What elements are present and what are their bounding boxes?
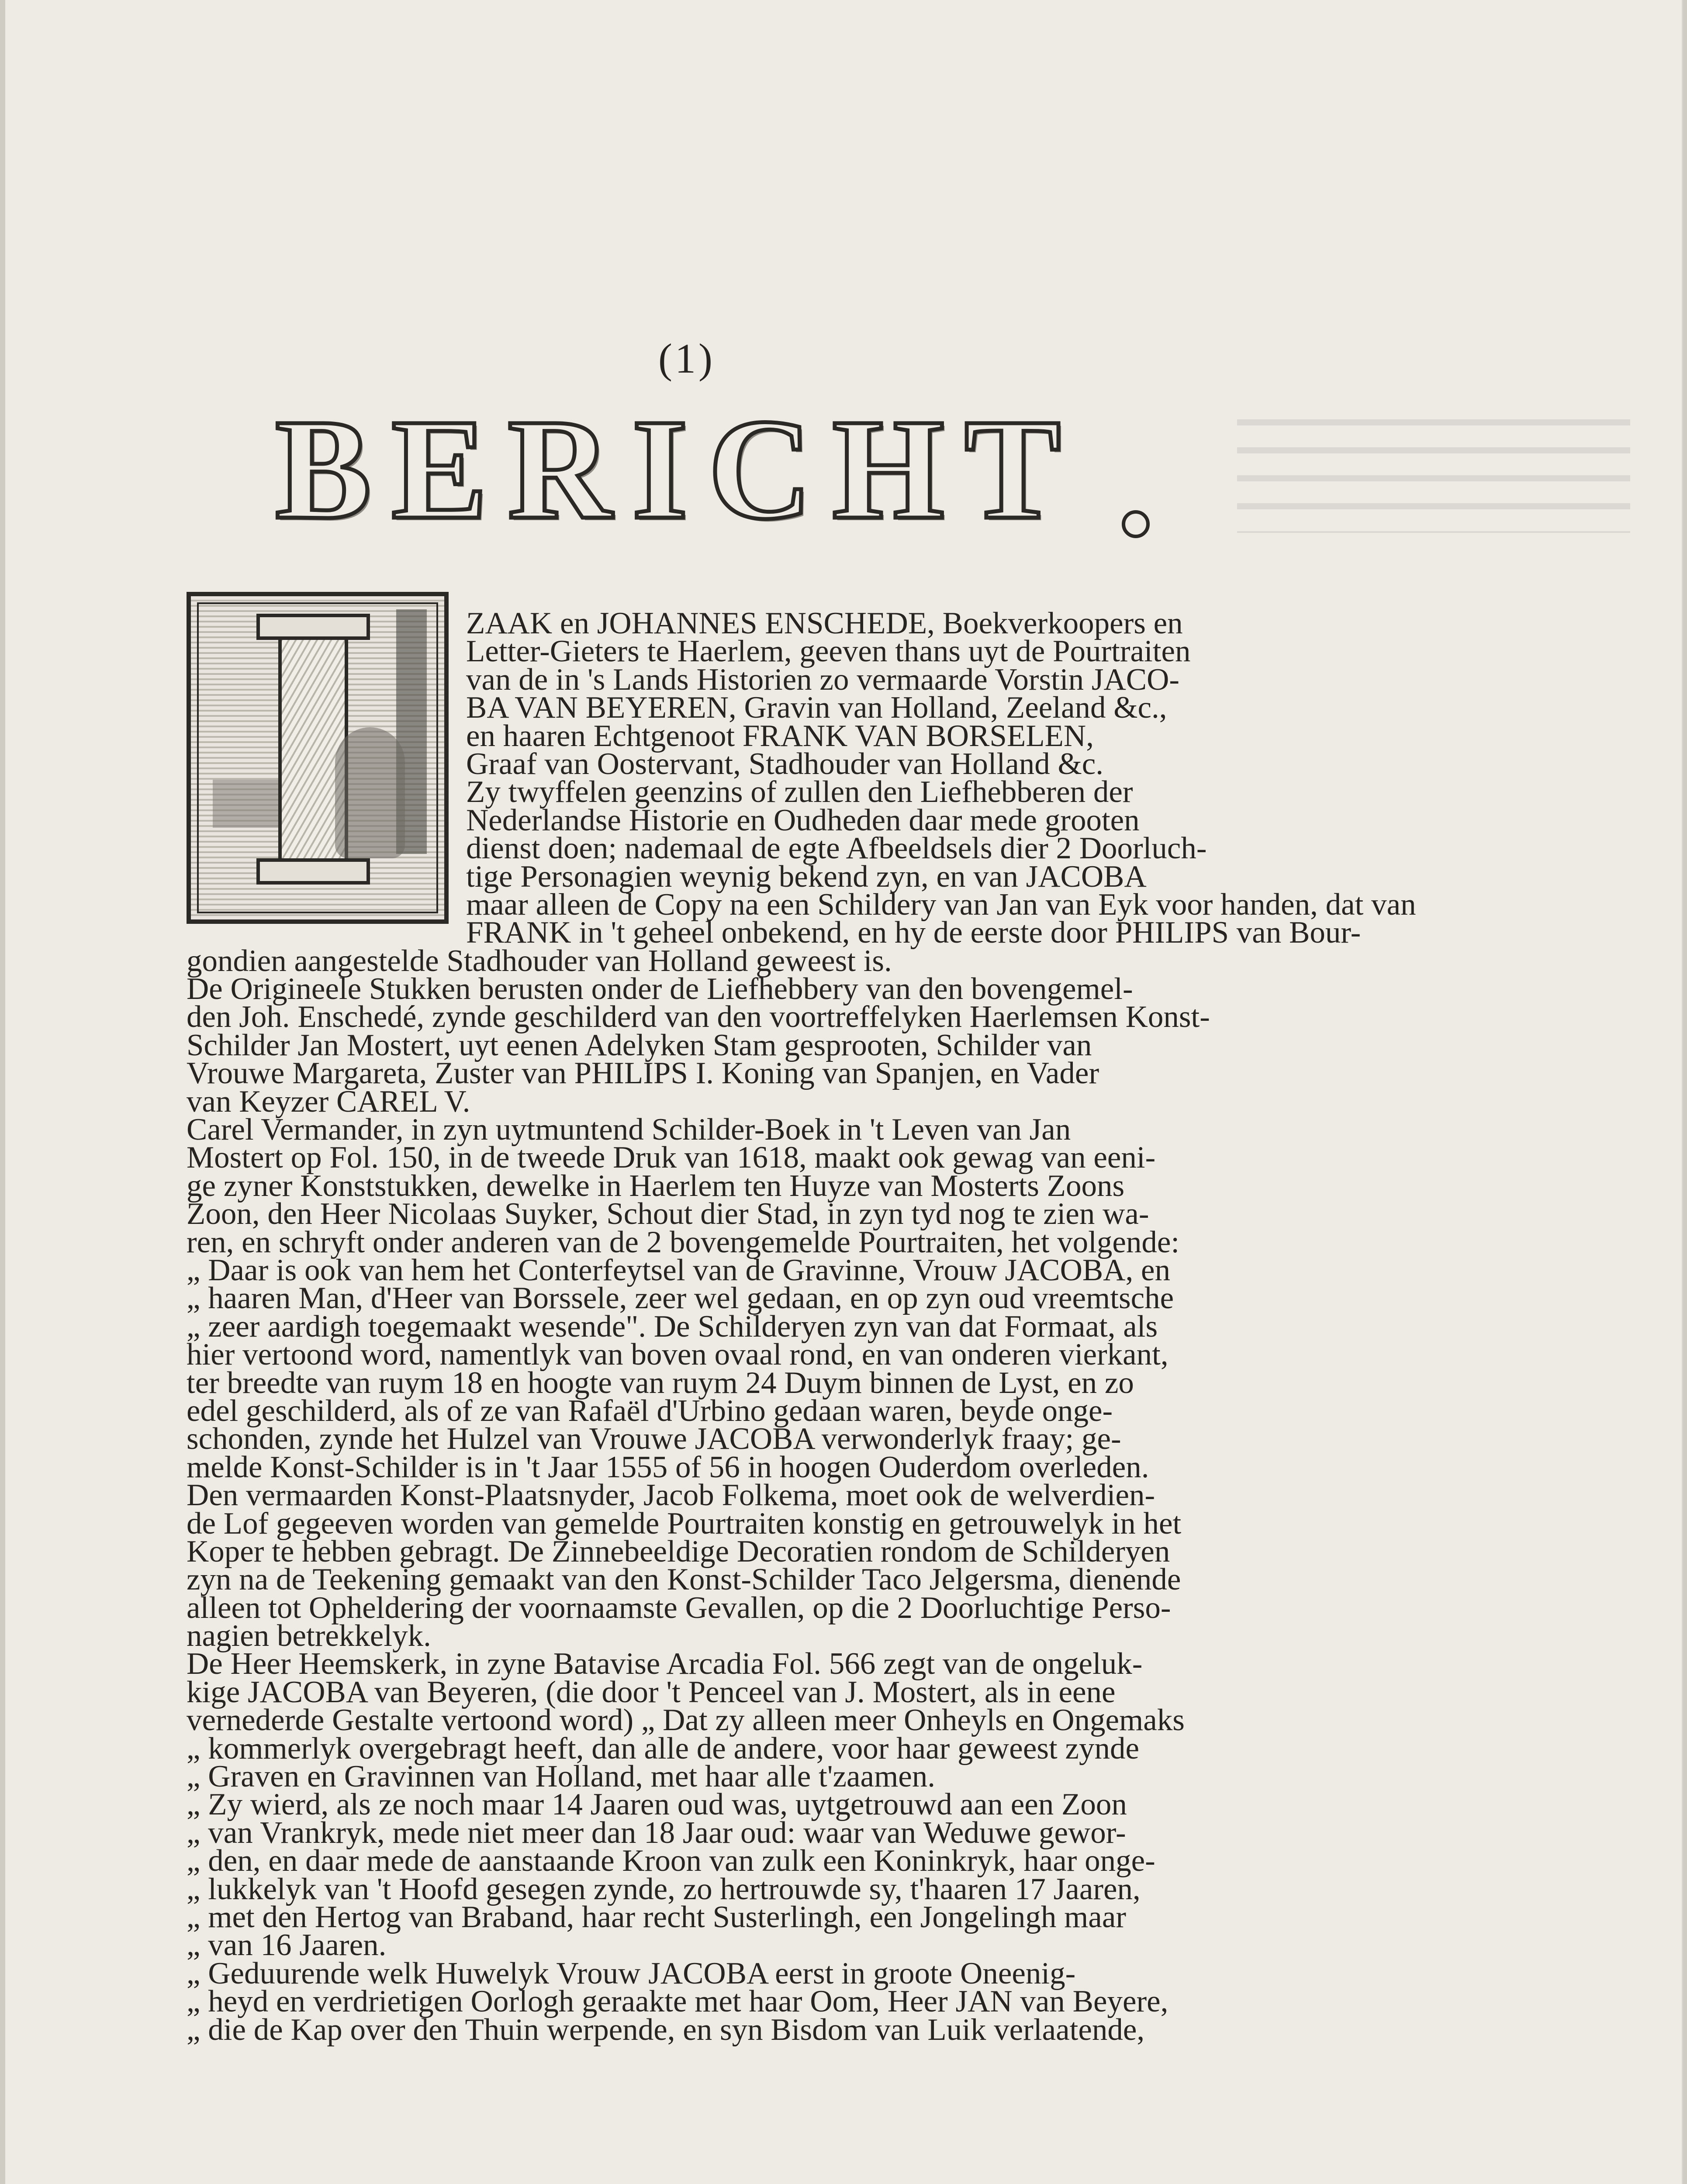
text-line: Koper te hebben gebragt. De Zinnebeeldige Decoratien rondom de Schilderyen [187, 1534, 1170, 1569]
text-line: Carel Vermander, in zyn uytmuntend Schilder-Boek in 't Leven van Jan [187, 1113, 1071, 1147]
text-line: Zy twyffelen geenzins of zullen den Liefhebberen der [466, 775, 1133, 809]
text-line: Zoon, den Heer Nicolaas Suyker, Schout dier Stad, in zyn tyd nog te zien wa- [187, 1197, 1149, 1231]
text-line: De Heer Heemskerk, in zyne Batavise Arcadia Fol. 566 zegt van de ongeluk- [187, 1647, 1143, 1681]
text-line: Schilder Jan Mostert, uyt eenen Adelyken Stam gesprooten, Schilder van [187, 1028, 1092, 1062]
page-title: BERICHT [275, 390, 1081, 549]
text-line: „ die de Kap over den Thuin werpende, en syn Bisdom van Luik verlaatende, [187, 2012, 1145, 2047]
text-line: FRANK in 't geheel onbekend, en hy de eerste door PHILIPS van Bour- [466, 916, 1361, 950]
text-line: nagien betrekkelyk. [187, 1619, 431, 1653]
text-line: schonden, zynde het Hulzel van Vrouwe JACOBA verwonderlyk fraay; ge- [187, 1422, 1121, 1456]
text-line: en haaren Echtgenoot FRANK VAN BORSELEN, [466, 719, 1094, 753]
text-line: Graaf van Oostervant, Stadhouder van Holland &c. [466, 746, 1104, 781]
text-line: edel geschilderd, als of ze van Rafaël d'Urbino gedaan waren, beyde onge- [187, 1393, 1113, 1428]
text-line: van Keyzer CAREL V. [187, 1084, 470, 1119]
text-line: „ van 16 Jaaren. [187, 1928, 387, 1963]
text-line: „ met den Hertog van Braband, haar recht Susterlingh, een Jongelingh maar [187, 1900, 1126, 1934]
text-line: alleen tot Opheldering der voornaamste Gevallen, op die 2 Doorluchtige Perso- [187, 1590, 1171, 1625]
text-line: „ den, en daar mede de aanstaande Kroon van zulk een Koninkryk, haar onge- [187, 1844, 1155, 1878]
text-line: melde Konst-Schilder is in 't Jaar 1555 of 56 in hoogen Ouderdom overleden. [187, 1450, 1149, 1484]
body-text [187, 606, 1416, 2047]
text-line: ge zyner Konststukken, dewelke in Haerlem ten Huyze van Mosterts Zoons [187, 1168, 1125, 1203]
text-line: dienst doen; nademaal de egte Afbeeldsels dier 2 Doorluch- [466, 831, 1207, 866]
text-line: BA VAN BEYEREN, Gravin van Holland, Zeeland &c., [466, 691, 1167, 725]
text-line: de Lof gegeeven worden van gemelde Pourtraiten konstig en getrouwelyk in het [187, 1506, 1182, 1541]
text-line: „ heyd en verdrietigen Oorlogh geraakte met haar Oom, Heer JAN van Beyere, [187, 1984, 1168, 2019]
text-line: den Joh. Enschedé, zynde geschilderd van den voortreffelyken Haerlemsen Konst- [187, 1000, 1210, 1034]
text-line: „ Zy wierd, als ze noch maar 14 Jaaren oud was, uytgetrouwd aan een Zoon [187, 1787, 1127, 1822]
text-line: Nederlandse Historie en Oudheden daar mede grooten [466, 803, 1140, 837]
paper-sheet [5, 0, 1683, 2184]
text-line: tige Personagien weynig bekend zyn, en van JACOBA [466, 859, 1147, 894]
text-line: De Origineele Stukken berusten onder de Liefhebbery van den bovengemel- [187, 972, 1133, 1006]
title-period [1122, 510, 1150, 538]
show-through-text [1237, 419, 1630, 533]
text-line: „ kommerlyk overgebragt heeft, dan alle de andere, voor haar geweest zynde [187, 1731, 1139, 1766]
text-line: ZAAK en JOHANNES ENSCHEDE, Boekverkoopers en [466, 606, 1183, 640]
text-line: ter breedte van ruym 18 en hoogte van ruym 24 Duym binnen de Lyst, en zo [187, 1365, 1134, 1400]
text-line: „ zeer aardigh toegemaakt wesende". De Schilderyen zyn van dat Formaat, als [187, 1309, 1158, 1344]
text-line: hier vertoond word, namentlyk van boven ovaal rond, en van onderen vierkant, [187, 1337, 1168, 1372]
text-line: zyn na de Teekening gemaakt van den Konst-Schilder Taco Jelgersma, dienende [187, 1562, 1181, 1597]
text-line: Vrouwe Margareta, Zuster van PHILIPS I. Koning van Spanjen, en Vader [187, 1056, 1099, 1091]
text-line: „ Graven en Gravinnen van Holland, met haar alle t'zaamen. [187, 1759, 936, 1794]
text-line: „ Geduurende welk Huwelyk Vrouw JACOBA eerst in groote Oneenig- [187, 1956, 1076, 1990]
text-line: „ lukkelyk van 't Hoofd gesegen zynde, zo hertrouwde sy, t'haaren 17 Jaaren, [187, 1872, 1141, 1906]
page-number: (1) [658, 335, 715, 382]
text-line: vernederde Gestalte vertoond word) „ Dat zy alleen meer Onheyls en Ongemaks [187, 1703, 1185, 1738]
text-line: ren, en schryft onder anderen van de 2 bovengemelde Pourtraiten, het volgende: [187, 1225, 1180, 1259]
text-line: „ haaren Man, d'Heer van Borssele, zeer wel gedaan, en op zyn oud vreemtsche [187, 1281, 1174, 1316]
text-line: maar alleen de Copy na een Schildery van Jan van Eyk voor handen, dat van [466, 887, 1416, 922]
text-line: Letter-Gieters te Haerlem, geeven thans uyt de Pourtraiten [466, 634, 1191, 669]
text-line: Mostert op Fol. 150, in de tweede Druk van 1618, maakt ook gewag van eeni- [187, 1140, 1156, 1175]
text-line: Den vermaarden Konst-Plaatsnyder, Jacob Folkema, moet ook de welverdien- [187, 1478, 1155, 1513]
text-line: gondien aangestelde Stadhouder van Holland geweest is. [187, 943, 892, 978]
text-line: „ van Vrankryk, mede niet meer dan 18 Jaar oud: waar van Weduwe gewor- [187, 1815, 1126, 1850]
text-line: kige JACOBA van Beyeren, (die door 't Penceel van J. Mostert, als in eene [187, 1675, 1116, 1709]
text-line: van de in 's Lands Historien zo vermaarde Vorstin JACO- [466, 662, 1179, 697]
text-line: „ Daar is ook van hem het Conterfeytsel van de Gravinne, Vrouw JACOBA, en [187, 1253, 1171, 1287]
